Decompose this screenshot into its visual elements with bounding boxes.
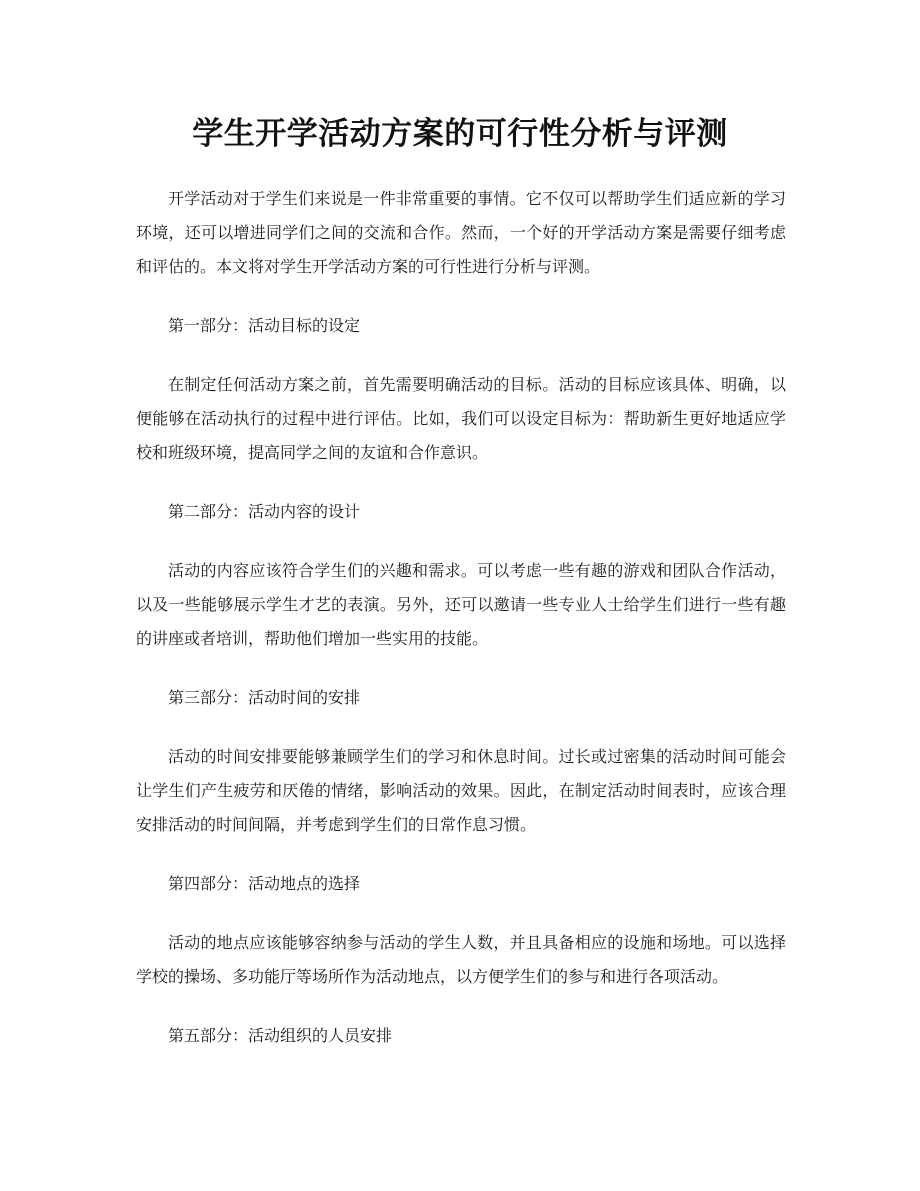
section-2-body: 活动的内容应该符合学生们的兴趣和需求。可以考虑一些有趣的游戏和团队合作活动，以及一些能够展示学生才艺的表演。另外，还可以邀请一些专业人士给学生们进行一些有趣的讲座或者培训，帮助他们增加一些实用的技能。 [136, 561, 786, 648]
section-4-heading: 第四部分：活动地点的选择 [168, 874, 361, 893]
section-3-body: 活动的时间安排要能够兼顾学生们的学习和休息时间。过长或过密集的活动时间可能会让学生们产生疲劳和厌倦的情绪，影响活动的效果。因此，在制定活动时间表时，应该合理安排活动的时间间隔，并考虑到学生们的日常作息习惯。 [136, 747, 786, 834]
intro-paragraph: 开学活动对于学生们来说是一件非常重要的事情。它不仅可以帮助学生们适应新的学习环境，还可以增进同学们之间的交流和合作。然而，一个好的开学活动方案是需要仔细考虑和评估的。本文将对学生开学活动方案的可行性进行分析与评测。 [136, 189, 786, 276]
section-1-body: 在制定任何活动方案之前，首先需要明确活动的目标。活动的目标应该具体、明确，以便能够在活动执行的过程中进行评估。比如，我们可以设定目标为：帮助新生更好地适应学校和班级环境，提高同学之间的友谊和合作意识。 [136, 375, 786, 462]
section-1-heading: 第一部分：活动目标的设定 [168, 316, 361, 335]
section-4-body: 活动的地点应该能够容纳参与活动的学生人数，并且具备相应的设施和场地。可以选择学校的操场、多功能厅等场所作为活动地点，以方便学生们的参与和进行各项活动。 [136, 933, 786, 986]
section-3-heading: 第三部分：活动时间的安排 [168, 688, 361, 707]
section-5-heading: 第五部分：活动组织的人员安排 [168, 1026, 393, 1045]
document-body [136, 182, 786, 1078]
section-2-heading: 第二部分：活动内容的设计 [168, 502, 361, 521]
document-title: 学生开学活动方案的可行性分析与评测 [192, 116, 728, 152]
